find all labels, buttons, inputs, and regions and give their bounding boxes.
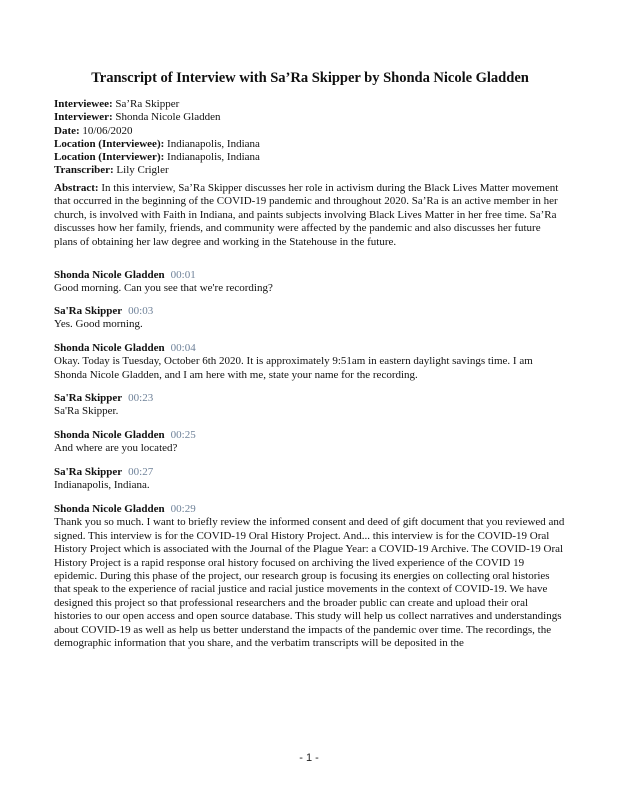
abstract-label: Abstract:: [54, 182, 99, 194]
abstract: [54, 182, 566, 249]
transcript-turn: [54, 392, 566, 419]
speaker-name: Shonda Nicole Gladden: [54, 429, 165, 441]
metadata-interviewer: [54, 111, 260, 124]
timestamp: 00:29: [170, 503, 196, 515]
transcript-turn: [54, 305, 566, 332]
speaker-name: Sa'Ra Skipper: [54, 305, 123, 317]
transcript-turn: [54, 503, 566, 650]
turn-text: Sa'Ra Skipper.: [54, 405, 119, 418]
turn-text: Okay. Today is Tuesday, October 6th 2020. It is approximately 9:51am in eastern daylight savings time. I am Shonda Nicole Gladden, and I am here with me, state your name for the recording.: [54, 355, 533, 381]
metadata-value: Lily Crigler: [116, 164, 169, 177]
turn-text: Thank you so much. I want to briefly review the informed consent and deed of gift document that you reviewed and signed. This interview is for the COVID-19 Oral History Project. And... this interview is for the COVID-19 Oral History Project which is associated with the Journal of the Plague Year: a COVID-19 Archive. The COVID-19 Oral History Project is a rapid response oral history focused on archiving the lived experience of the COVID 19 epidemic. During this phase of the project, our research group is focusing its energies on collecting oral histories that speak to the experience of racial justice and racial justice movements in the context of COVID-19. We have designed this project so that professional researchers and the broader public can create and upload their oral histories to our open access and open source database. This study will help us collect narratives and understandings about COVID-19 as well as help us better understand the impacts of the pandemic over time. The recordings, the demographic information that you share, and the verbatim transcripts will be deposited in the: [54, 516, 565, 650]
metadata-value: Sa’Ra Skipper: [115, 98, 180, 110]
metadata-label: Location (Interviewee):: [54, 137, 165, 150]
metadata-label: Interviewer:: [54, 111, 113, 124]
metadata-location-interviewer: [54, 151, 260, 164]
metadata-label: Location (Interviewer):: [54, 151, 165, 164]
speaker-name: Shonda Nicole Gladden: [54, 503, 165, 515]
transcript-turn: [54, 269, 566, 296]
speaker-name: Sa'Ra Skipper: [54, 392, 123, 404]
metadata-value: Shonda Nicole Gladden: [115, 111, 221, 124]
metadata-label: Interviewee:: [54, 98, 113, 110]
metadata-date: [54, 125, 260, 138]
timestamp: 00:27: [128, 466, 154, 478]
turn-text: Good morning. Can you see that we're recording?: [54, 282, 273, 295]
timestamp: 00:25: [170, 429, 196, 441]
turn-text: Indianapolis, Indiana.: [54, 479, 150, 492]
speaker-name: Sa'Ra Skipper: [54, 466, 123, 478]
timestamp: 00:23: [128, 392, 154, 404]
metadata-value: Indianapolis, Indiana: [167, 137, 260, 150]
metadata-label: Transcriber:: [54, 164, 114, 177]
metadata-value: 10/06/2020: [82, 124, 133, 137]
metadata-transcriber: [54, 164, 260, 177]
turn-text: Yes. Good morning.: [54, 318, 143, 331]
speaker-name: Shonda Nicole Gladden: [54, 342, 165, 354]
metadata-interviewee: [54, 98, 260, 111]
document-title: Transcript of Interview with Sa’Ra Skipper by Shonda Nicole Gladden: [91, 70, 529, 86]
metadata-label: Date:: [54, 124, 80, 137]
speaker-name: Shonda Nicole Gladden: [54, 269, 165, 281]
turn-text: And where are you located?: [54, 442, 178, 455]
interview-metadata: [54, 98, 260, 178]
transcript-turn: [54, 342, 566, 382]
transcript-turn: [54, 429, 566, 456]
abstract-text: In this interview, Sa’Ra Skipper discusses her role in activism during the Black Lives Matter movement that occurred in the beginning of the COVID-19 pandemic and throughout 2020. Sa’Ra is an active member in her church, is involved with Faith in Indiana, and paints subjects involving Black Lives Matter in her free time. Sa’Ra discusses how her family, friends, and community were affected by the pandemic and also discusses her future plans of obtaining her law degree and working in the Statehouse in the future.: [54, 182, 559, 248]
page-number: - 1 -: [299, 752, 319, 764]
metadata-location-interviewee: [54, 138, 260, 151]
timestamp: 00:03: [128, 305, 154, 317]
timestamp: 00:04: [170, 342, 196, 354]
transcript-turn: [54, 466, 566, 493]
timestamp: 00:01: [170, 269, 196, 281]
metadata-value: Indianapolis, Indiana: [167, 151, 260, 164]
